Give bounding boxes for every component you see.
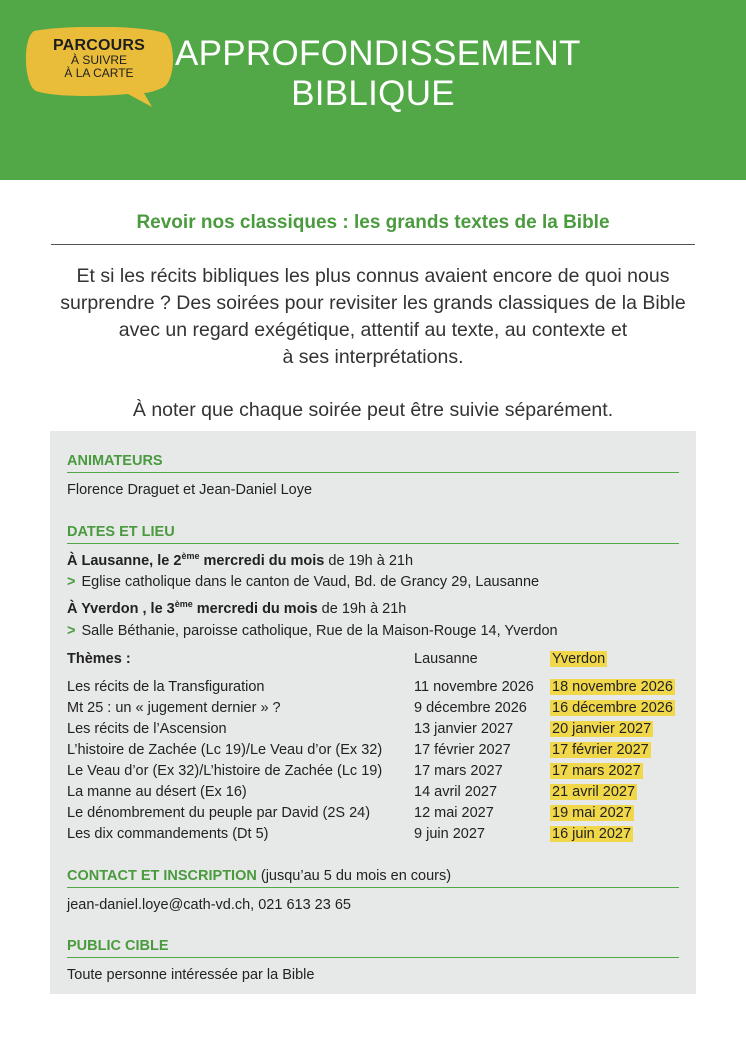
date-yverdon: 17 février 2027 [552, 742, 649, 758]
col-yverdon-header: Yverdon [552, 651, 606, 667]
date-lausanne: 17 mars 2027 [414, 763, 503, 779]
contact-text: jean-daniel.loye@cath-vd.ch, 021 613 23 65 [67, 897, 351, 913]
yverdon-place-line [67, 621, 687, 641]
info-panel [50, 431, 696, 994]
theme-title: Les récits de la Transfiguration [67, 679, 265, 695]
lausanne-label: À Lausanne, le 2 [67, 553, 182, 569]
lausanne-day: mercredi du mois [199, 553, 325, 569]
page-title-line2: BIBLIQUE [291, 74, 455, 113]
date-lausanne: 14 avril 2027 [414, 784, 498, 800]
theme-title: L’histoire de Zachée (Lc 19)/Le Veau d’or (Ex 32) [67, 742, 383, 758]
intro-paragraph [51, 263, 695, 371]
theme-title: Les dix commandements (Dt 5) [67, 826, 269, 842]
theme-title: La manne au désert (Ex 16) [67, 784, 247, 800]
yverdon-day: mercredi du mois [192, 601, 318, 617]
yverdon-sup: ème [174, 599, 193, 609]
yverdon-place: Salle Béthanie, paroisse catholique, Rue de la Maison-Rouge 14, Yverdon [81, 623, 558, 639]
parcours-badge [24, 27, 172, 107]
page-title-line1: APPROFONDISSEMENT [175, 34, 581, 73]
note-text: À noter que chaque soirée peut être suivie séparément. [132, 399, 614, 421]
yverdon-label: À Yverdon , le 3 [67, 601, 175, 617]
theme-title: Les récits de l’Ascension [67, 721, 227, 737]
lausanne-time: de 19h à 21h [324, 553, 414, 569]
date-lausanne: 13 janvier 2027 [414, 721, 514, 737]
dates-heading: DATES ET LIEU [67, 521, 679, 544]
date-yverdon: 19 mai 2027 [552, 805, 632, 821]
arrow-icon: > [67, 623, 76, 639]
subtitle: Revoir nos classiques : les grands textes de la Bible [136, 212, 610, 233]
badge-line2: À LA CARTE [64, 66, 134, 80]
badge-line1: À SUIVRE [70, 53, 127, 67]
date-yverdon: 21 avril 2027 [552, 784, 636, 800]
intro-line: avec un regard exégétique, attentif au texte, au contexte et [118, 319, 628, 341]
themes-heading: Thèmes : [67, 651, 131, 667]
date-lausanne: 12 mai 2027 [414, 805, 494, 821]
animateurs-heading: ANIMATEURS [67, 450, 679, 473]
date-lausanne: 17 février 2027 [414, 742, 511, 758]
intro-line: Et si les récits bibliques les plus connus avaient encore de quoi nous [76, 265, 670, 287]
date-yverdon: 20 janvier 2027 [552, 721, 652, 737]
contact-heading-label: CONTACT ET INSCRIPTION [67, 868, 257, 884]
contact-heading-note: (jusqu’au 5 du mois en cours) [256, 868, 452, 884]
lausanne-place-line [67, 572, 687, 592]
intro-line: surprendre ? Des soirées pour revisiter les grands classiques de la Bible [60, 292, 686, 314]
badge-title: PARCOURS [53, 37, 145, 54]
date-lausanne: 9 juin 2027 [414, 826, 485, 842]
date-yverdon: 16 décembre 2026 [552, 700, 673, 716]
date-yverdon: 18 novembre 2026 [552, 679, 673, 695]
arrow-icon: > [67, 574, 76, 590]
date-lausanne: 11 novembre 2026 [414, 679, 534, 695]
yverdon-schedule [67, 599, 687, 619]
animateurs-text: Florence Draguet et Jean-Daniel Loye [67, 482, 313, 498]
yverdon-time: de 19h à 21h [317, 601, 407, 617]
contact-heading [67, 865, 679, 888]
theme-title: Mt 25 : un « jugement dernier » ? [67, 700, 281, 716]
theme-title: Le Veau d’or (Ex 32)/L’histoire de Zachée (Lc 19) [67, 763, 383, 779]
lausanne-schedule [67, 551, 687, 571]
lausanne-place: Eglise catholique dans le canton de Vaud, Bd. de Grancy 29, Lausanne [81, 574, 540, 590]
divider [51, 244, 695, 245]
date-yverdon: 17 mars 2027 [552, 763, 641, 779]
public-heading: PUBLIC CIBLE [67, 935, 679, 958]
page-title [175, 34, 581, 114]
col-lausanne-header: Lausanne [414, 651, 478, 667]
public-text: Toute personne intéressée par la Bible [67, 967, 315, 983]
intro-line: à ses interprétations. [282, 346, 464, 368]
date-yverdon: 16 juin 2027 [552, 826, 632, 842]
theme-title: Le dénombrement du peuple par David (2S 24) [67, 805, 371, 821]
lausanne-sup: ème [181, 551, 200, 561]
header-banner [0, 0, 746, 180]
date-lausanne: 9 décembre 2026 [414, 700, 527, 716]
